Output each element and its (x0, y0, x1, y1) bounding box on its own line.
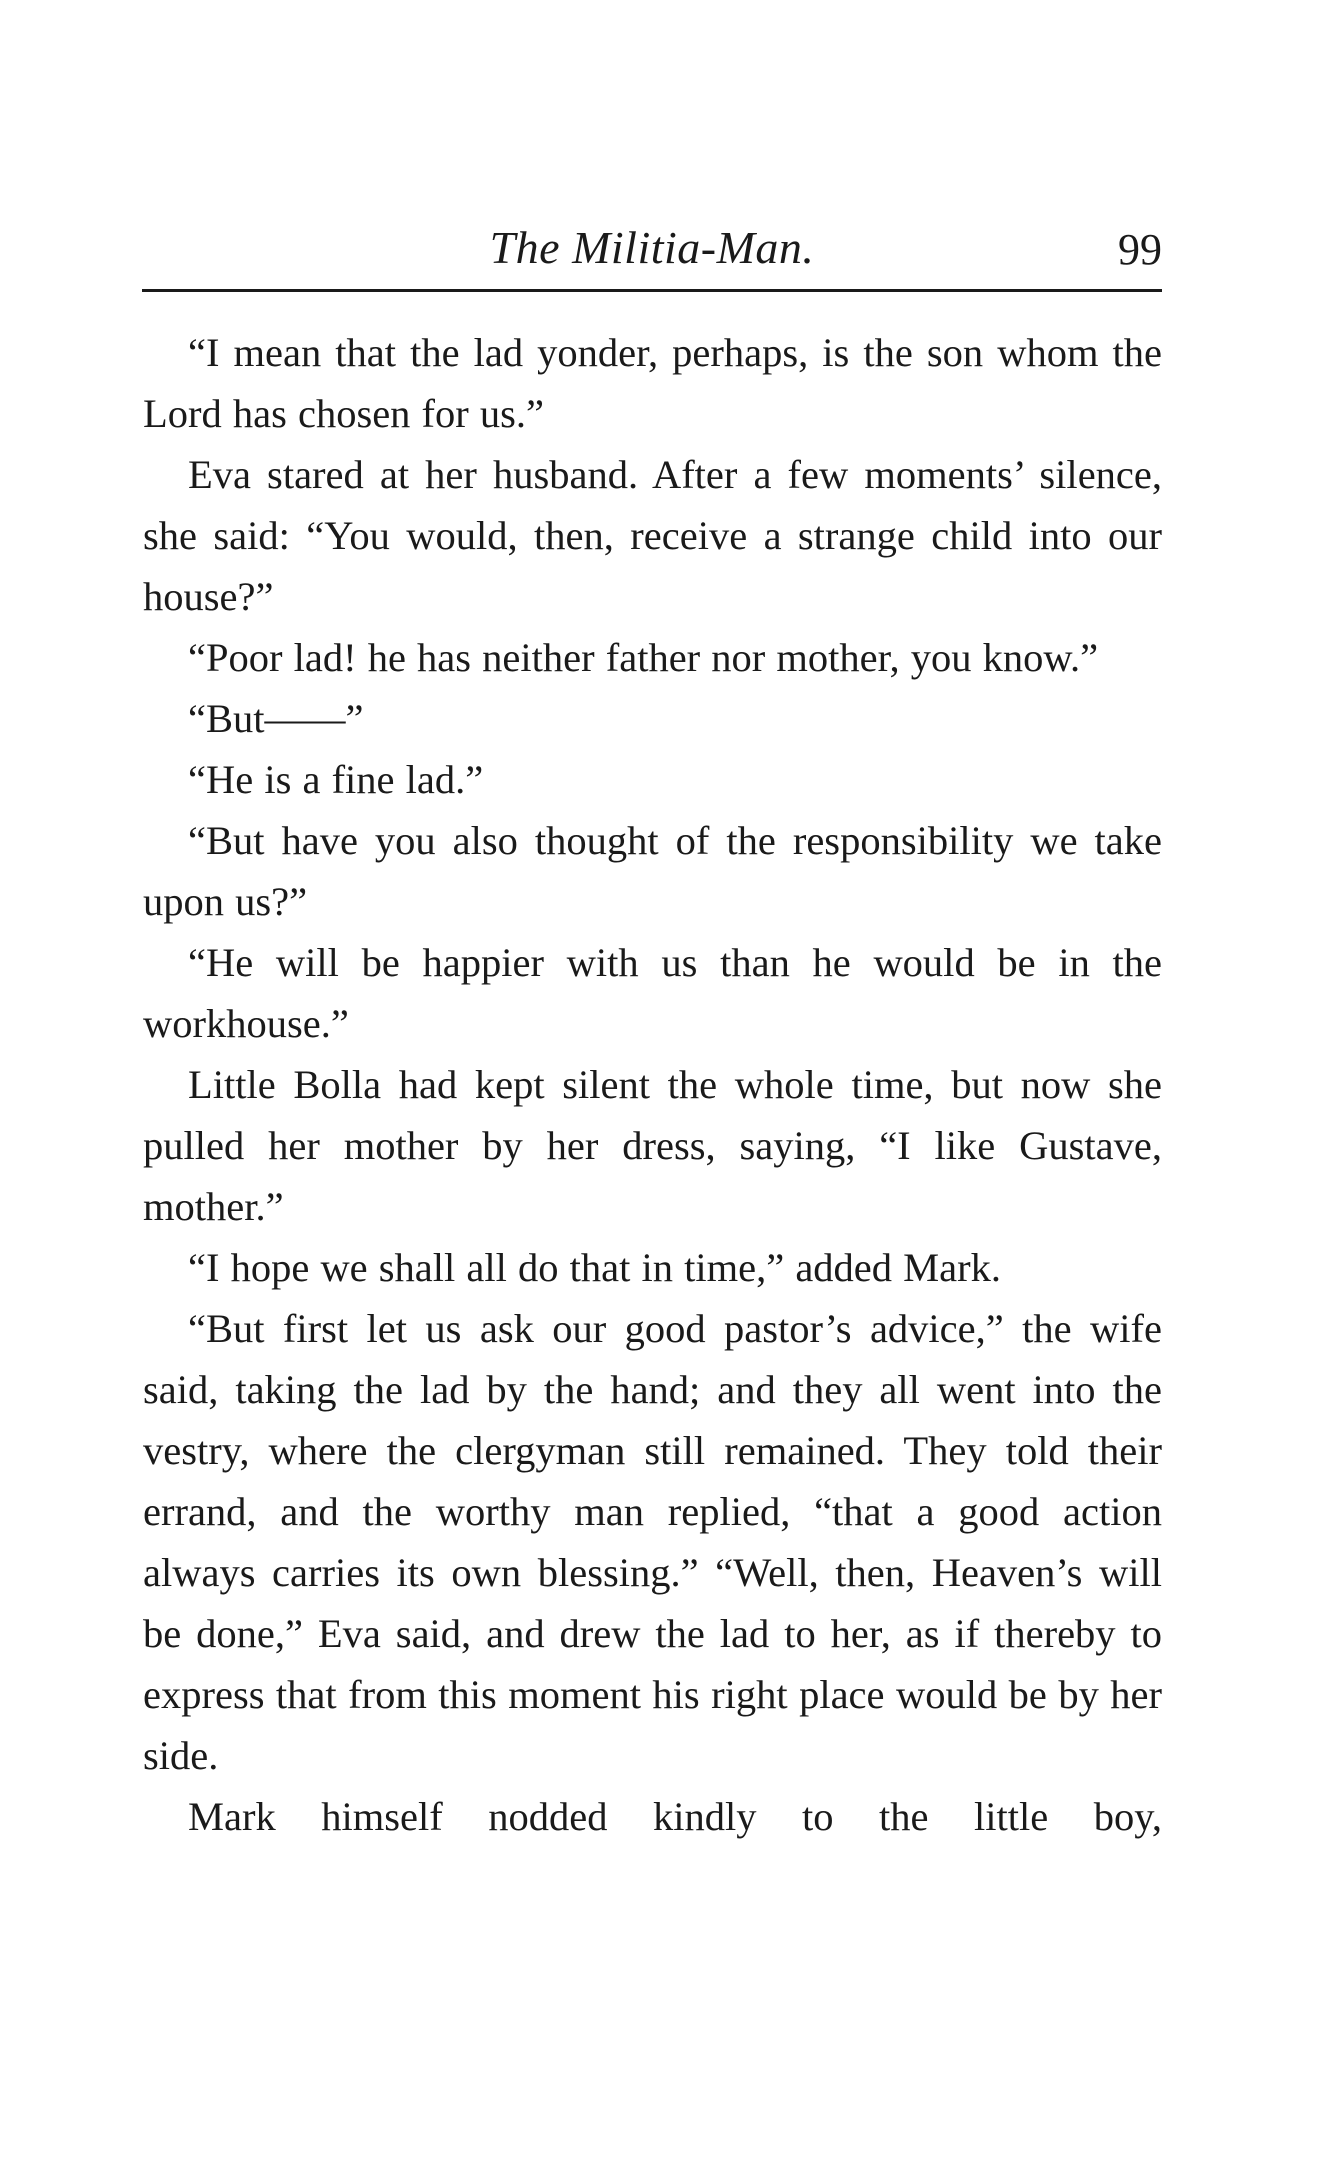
paragraph: “I mean that the lad yonder, perhaps, is the son whom the Lord has chosen for us.” (143, 330, 1162, 436)
page-number: 99 (1118, 225, 1162, 274)
running-head (142, 218, 1162, 278)
paragraph: “But——” (188, 696, 364, 741)
paragraph: “But first let us ask our good pastor’s advice,” the wife said, taking the lad by the hand; and they all went into the vestry, where the clergyman still remained. They told their errand, and the worthy man replied, “that a good action always carries its own blessing.” “Well, then, Heaven’s will be done,” Eva said, and drew the lad to her, as if thereby to express that from this moment his right place would be by her side. (143, 1306, 1162, 1778)
paragraph: Mark himself nodded kindly to the little boy, (188, 1794, 1162, 1839)
paragraph: “He will be happier with us than he would be in the workhouse.” (143, 940, 1162, 1046)
paragraph: “Poor lad! he has neither father nor mother, you know.” (188, 635, 1099, 680)
paragraph: “But have you also thought of the responsibility we take upon us?” (143, 818, 1162, 924)
paragraph: “He is a fine lad.” (188, 757, 484, 802)
header-rule (142, 289, 1162, 292)
paragraph: “I hope we shall all do that in time,” added Mark. (188, 1245, 1001, 1290)
running-title: The Militia-Man. (489, 222, 815, 273)
body-text (143, 322, 1162, 1847)
paragraph: Little Bolla had kept silent the whole time, but now she pulled her mother by her dress, saying, “I like Gustave, mother.” (143, 1062, 1162, 1229)
paragraph: Eva stared at her husband. After a few moments’ silence, she said: “You would, then, receive a strange child into our house?” (143, 452, 1162, 619)
